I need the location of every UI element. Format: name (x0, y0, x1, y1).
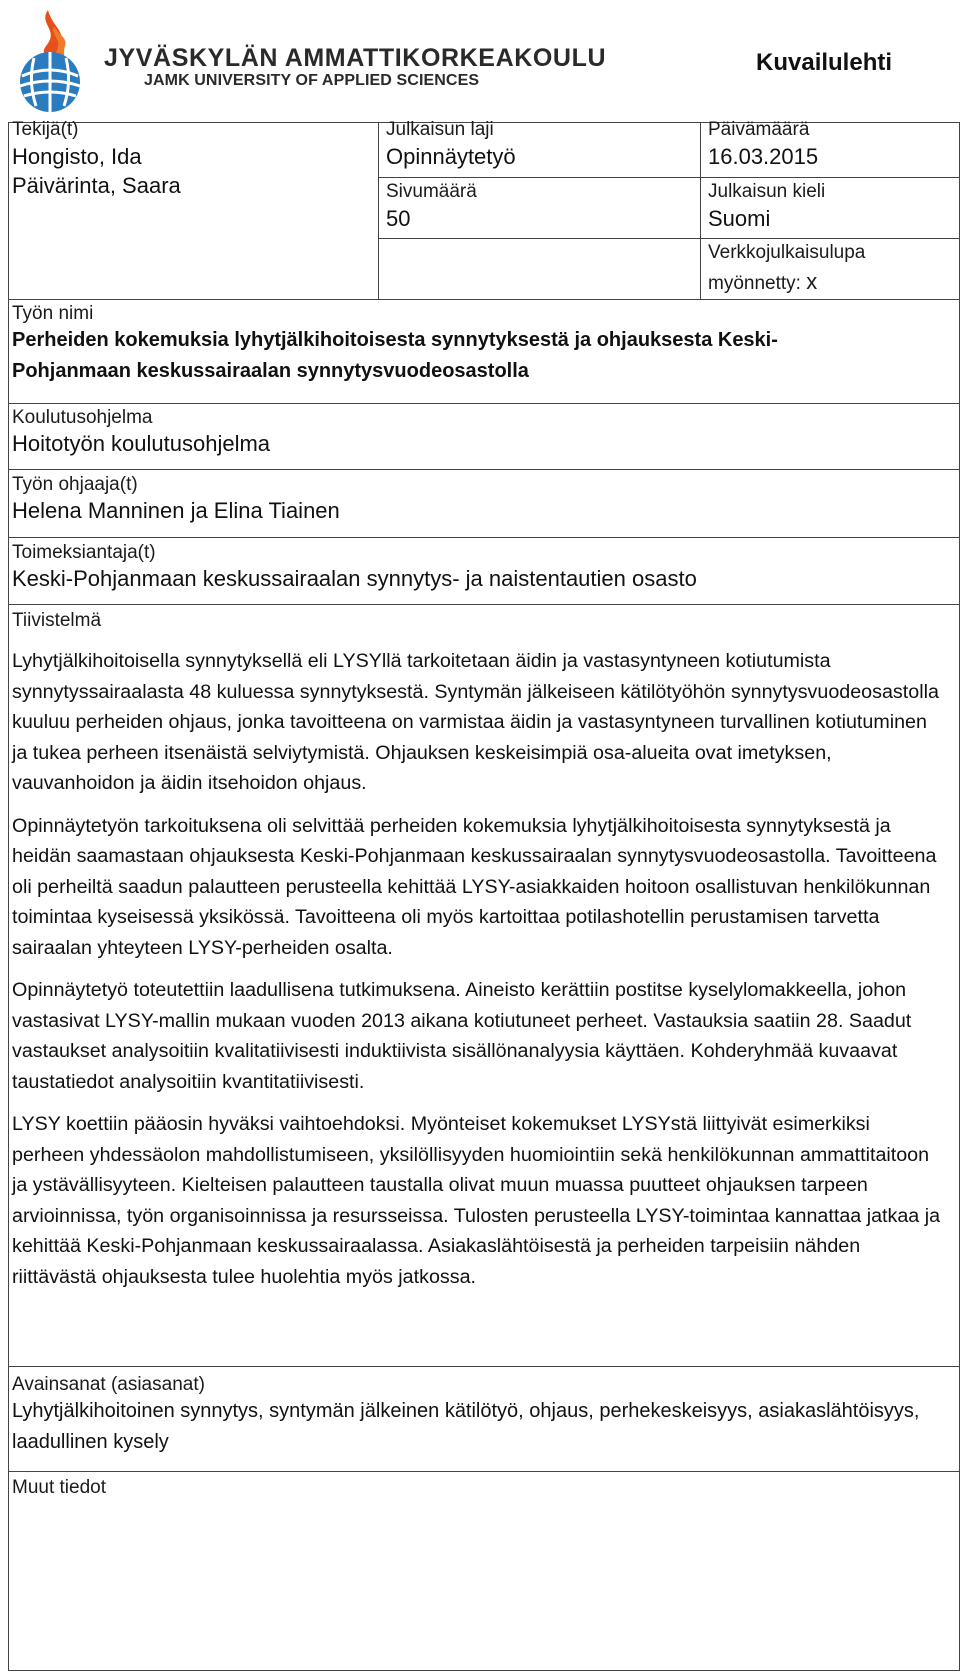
divider (378, 238, 700, 239)
thesis-title-line: Perheiden kokemuksia lyhytjälkihoitoisesta synnytyksestä ja ohjauksesta Keski- (12, 329, 778, 351)
abstract-label: Tiivistelmä (12, 610, 102, 631)
publication-type-value: Opinnäytetyö (386, 144, 516, 169)
author-name: Päivärinta, Saara (12, 173, 181, 198)
publication-type-label: Julkaisun laji (386, 119, 494, 140)
divider (700, 177, 960, 178)
abstract-paragraph: Opinnäytetyön tarkoituksena oli selvittää perheiden kokemuksia lyhytjälkihoitoisesta synnytyksestä ja heidän saamastaan ohjauksesta Keski-Pohjanmaan keskussairaalan synnytysvuodeosastolla. Tavoitteena oli perheiltä saadun palautteen perusteella kehittää LYSY-asiakkaiden hoitoon osallistuvan henkilökunnan toimintaa kyseisessä yksikössä. Tavoitteena oli myös kartoittaa potilashotellin perustamisen tarvetta sairaalan yhteyteen LYSY-perheiden osalta. (12, 814, 937, 959)
thesis-title (12, 325, 942, 387)
divider (700, 238, 960, 239)
online-permission-granted-text: myönnetty: (708, 273, 801, 294)
document-type: Kuvailulehti (756, 49, 893, 76)
abstract-body (12, 646, 944, 1304)
institution-name-fi: JYVÄSKYLÄN AMMATTIKORKEAKOULU (104, 44, 607, 72)
divider (378, 177, 700, 178)
language-value: Suomi (708, 206, 771, 231)
keywords-value: Lyhytjälkihoitoinen synnytys, syntymän jälkeinen kätilötyö, ohjaus, perhekeskeisyys, asiakaslähtöisyys, laadullinen kysely (12, 1400, 920, 1453)
abstract-paragraph: LYSY koettiin pääosin hyväksi vaihtoehdoksi. Myönteiset kokemukset LYSYstä liittyivät esimerkiksi perheen yhdessäolon mahdollistumiseen, yksilöllisyyden huomiointiin sekä henkilökunnan ammattitaitoon ja ystävällisyyteen. Kielteisen palautteen taustalla olivat muun muassa puutteet ohjauksen tarpeen arvioinnissa, työn organisoinnissa ja resursseissa. Tulosten perusteella LYSY-toimintaa kannattaa jatkaa ja kehittää Keski-Pohjanmaan keskussairaalassa. Asiakaslähtöisestä ja perheiden tarpeisiin nähden riittävästä ohjauksesta tulee huolehtia myös jatkossa. (12, 1113, 941, 1288)
divider (8, 537, 960, 538)
author-name: Hongisto, Ida (12, 144, 142, 169)
divider (8, 299, 960, 300)
keywords-label: Avainsanat (asiasanat) (12, 1374, 205, 1395)
date-label: Päivämäärä (708, 119, 810, 140)
institution-name-en: JAMK UNIVERSITY OF APPLIED SCIENCES (144, 72, 480, 89)
other-info-label: Muut tiedot (12, 1477, 106, 1498)
supervisors-label: Työn ohjaaja(t) (12, 474, 138, 495)
page-count-label: Sivumäärä (386, 181, 477, 202)
divider (8, 1471, 960, 1472)
commissioner-label: Toimeksiantaja(t) (12, 542, 156, 563)
jamk-logo-icon (8, 6, 98, 116)
thesis-title-line: Pohjanmaan keskussairaalan synnytysvuodeosastolla (12, 360, 529, 382)
abstract-paragraph: Lyhytjälkihoitoisella synnytyksellä eli LYSYllä tarkoitetaan äidin ja vastasyntyneen kotiutumista synnytyssairaalasta 48 kuluessa synnytyksestä. Syntymän jälkeiseen kätilötyöhön synnytysvuodeosastolla kuuluu perheiden ohjaus, jonka tavoitteena on varmistaa äidin ja vastasyntyneen turvallinen kotiutuminen ja tukea perheen itsenäistä selviytymistä. Ohjauksen keskeisimpiä osa-alueita ovat imetyksen, vauvanhoidon ja äidin itsehoidon ohjaus. (12, 650, 939, 794)
degree-programme-value: Hoitotyön koulutusohjelma (12, 431, 271, 456)
thesis-title-label: Työn nimi (12, 303, 94, 324)
divider (8, 403, 960, 404)
divider (8, 604, 960, 605)
divider (8, 1366, 960, 1367)
divider (378, 122, 379, 299)
divider (700, 122, 701, 299)
institution-name (104, 44, 606, 90)
commissioner-value: Keski-Pohjanmaan keskussairaalan synnytys- ja naistentautien osasto (12, 566, 697, 591)
supervisors-value: Helena Manninen ja Elina Tiainen (12, 498, 340, 523)
date-value: 16.03.2015 (708, 144, 819, 169)
author-label: Tekijä(t) (12, 119, 79, 140)
language-label: Julkaisun kieli (708, 181, 826, 202)
divider (8, 469, 960, 470)
online-permission-granted-label (708, 270, 817, 296)
abstract-paragraph: Opinnäytetyö toteutettiin laadullisena tutkimuksena. Aineisto kerättiin postitse kyselylomakkeella, johon vastasivat LYSY-mallin mukaan vuoden 2013 aikana kotiutuneet perheet. Vastauksia saatiin 28. Saadut vastaukset analysoitiin kvalitatiivisesti induktiivista sisällönanalyysia käyttäen. Kohderyhmää kuvaavat taustatiedot analysoitiin kvantitatiivisesti. (12, 979, 912, 1093)
online-permission-label: Verkkojulkaisulupa (708, 242, 866, 263)
page-count-value: 50 (386, 206, 411, 231)
degree-programme-label: Koulutusohjelma (12, 407, 153, 428)
online-permission-value: x (806, 269, 818, 294)
